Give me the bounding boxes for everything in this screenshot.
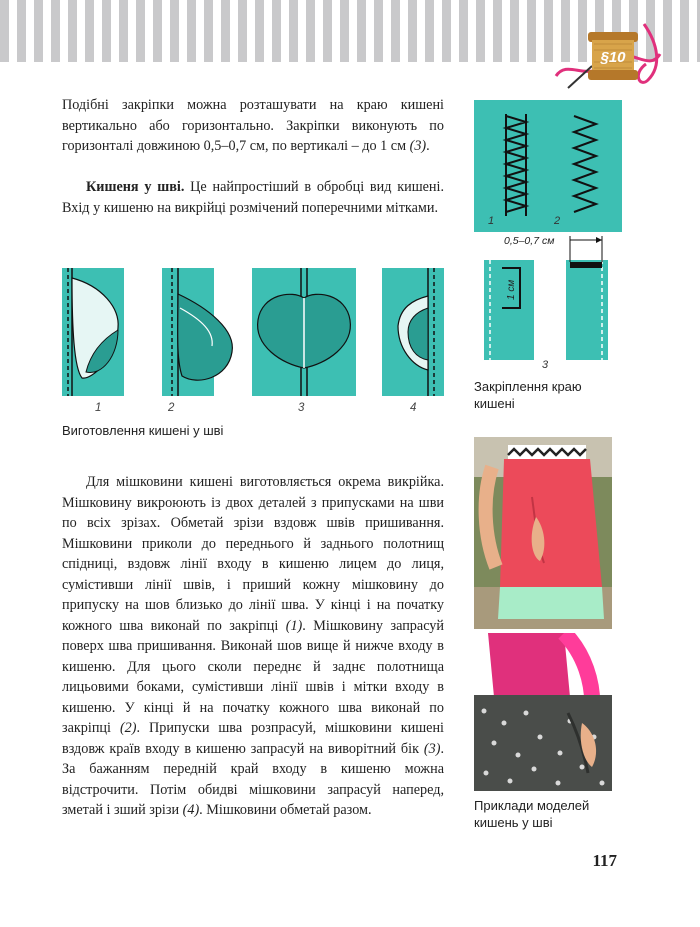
steps-figure-caption: Виготовлення кишені у шві: [62, 423, 224, 438]
spool-logo: [548, 14, 668, 98]
photos-caption: Приклади моделей кишень у шві: [474, 798, 590, 830]
step-num-1: 1: [95, 402, 102, 414]
page-number: 117: [592, 851, 617, 870]
measure-label: 0,5–0,7 см: [504, 235, 555, 247]
step-figure-4: [382, 268, 444, 396]
step-num-2: 2: [168, 402, 175, 414]
section-badge: §10: [600, 49, 626, 66]
edge-fastening-figure: [474, 100, 622, 372]
photo-skirt-pocket: [474, 437, 612, 629]
pocket-title: Кишеня у шві.: [86, 179, 185, 195]
step-figure-1: [62, 268, 124, 396]
step-figure-3: [252, 268, 356, 396]
vertical-label: 1 см: [506, 279, 517, 300]
intro-ref: (3): [409, 138, 427, 154]
step-num-4: 4: [410, 402, 417, 414]
side-figure-caption: Закріплення краю кишені: [474, 379, 582, 411]
step-figure-2: [152, 268, 236, 396]
photo-grey-skirt: [474, 633, 612, 791]
main-paragraph: Для мішковини кишені виготовляється окрема викрійка. Мішковину викроюють із двох деталей з припусками на шви по всіх зрізах. Обметай зрізи вздовж швів пришивання. Мішковини приколи до переднього й заднього полотнищ спідниці, вздовж лінії входу в кишеню лицем до лиця, сумістивши лінії швів, і приший кожну мішковину до припуску на шов близько до лінії шва. У кінці і на початку кожного шва виконай по закріпці (1). Мішковину запрасуй поверх шва пришивання. Виконай шов вище й нижче входу в кишеню. Для цього сколи переднє й заднє полотнища лицьовими боками, сумістивши лінії швів і мітки входу в кишеню. У кінці й на початку кожного шва виконай по закріпці (2). Припуски шва розпрасуй, мішковини кишені вздовж країв входу в кишеню запрасуй на виворітний бік (3). За бажанням передній край входу в кишеню можна відстрочити. Потім обидві мішковини запрасуй наперед, зметай і зший зрізи (4). Мішковини обметай разом.: [62, 474, 444, 818]
pocket-text: Це найпростіший в обробці вид кишені. Вхід у кишеню на викрійці розмічений поперечними мітками.: [62, 179, 444, 216]
intro-paragraph: Подібні закріпки можна розташувати на краю кишені вертикально або горизонтально. Закріпки виконують по горизонталі довжиною 0,5–0,7 см, по вертикалі – до 1 см (3).: [62, 97, 444, 154]
step-num-3: 3: [298, 402, 305, 414]
pocket-section: [62, 177, 444, 218]
side-fig-num-1: 1: [488, 215, 495, 227]
panel-left: [484, 260, 534, 360]
side-fig-num-2: 2: [554, 215, 561, 227]
side-fig-num-3: 3: [542, 359, 549, 371]
